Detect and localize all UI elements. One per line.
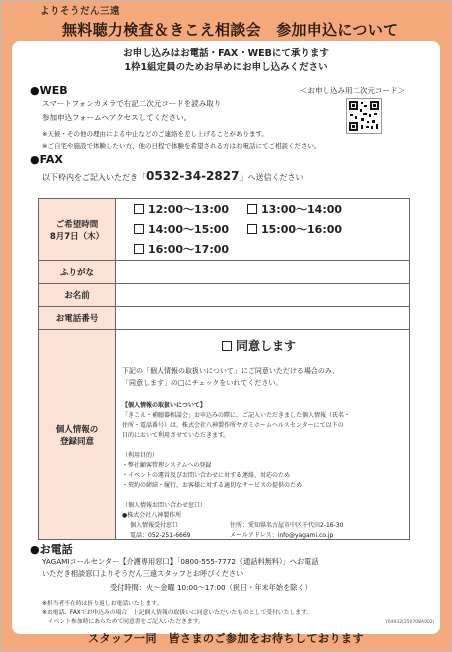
checkbox-icon[interactable] <box>222 341 232 351</box>
contact-company: ●株式会社八神製作所 <box>122 512 182 519</box>
consent-label-1: 個人情報の <box>55 424 99 435</box>
contact-dept: 個人情報受付窓口 <box>130 522 179 529</box>
fax-lead-pre: 以下枠内をご記入いただき「 <box>42 173 146 182</box>
notice-line-1: お申し込みはお電話・FAX・WEBにて承ります <box>123 48 329 59</box>
phone-line-2: いただき相談窓口よりそうだん三遠スタッフとお呼びください <box>42 569 244 578</box>
web-note-1: ※天候・その他の理由による中止などのご連絡を差し上げることがあります。 <box>42 130 268 138</box>
header-subtitle: よりそうだん三遠 <box>40 6 121 17</box>
agree-desc-1: 下記の「個人情報の取扱いについて」にご同意いただける場合のみ、 <box>122 367 340 375</box>
phone-hours: 受付時間：火～金曜 10:00～17:00（祝日・年末年始を除く） <box>110 583 312 592</box>
slot-14[interactable] <box>134 221 229 237</box>
checkbox-icon[interactable] <box>134 204 144 214</box>
agree-label: 同意します <box>236 339 297 353</box>
date-label: 8月7日（木） <box>49 231 105 242</box>
privacy-line-3: 目的において利用させていただきます。 <box>122 432 230 439</box>
fax-number: 0532-34-2827 <box>146 169 240 183</box>
purpose-line-3: ・契約の締結・履行、お客様に対する適切なサービスの提供のため <box>122 482 303 489</box>
slot-label: 12:00～13:00 <box>148 203 230 216</box>
notice-line-2: 1枠1組定員のためお早めにお申し込みください <box>124 62 328 73</box>
agree-checkbox[interactable] <box>222 337 296 354</box>
fax-lead-post: 」へ送信ください <box>239 173 304 182</box>
note-2: ※お電話、FAXでお申込みの場合 上記個人情報の取扱いに同意いただいたものとして受付いたします。 <box>42 610 313 616</box>
contact-mail: メールアドレス：info@yagami.co.jp <box>230 532 334 539</box>
purpose-line-1: ・弊社顧客管理システムへの登録 <box>122 462 212 469</box>
header <box>0 0 452 42</box>
footer-message: スタッフ一同 皆さまのご参加をお待ちしております <box>88 632 364 645</box>
fax-instruction <box>42 169 303 183</box>
name-field[interactable] <box>116 284 410 307</box>
web-instruction-1: スマートフォンカメラで右記二次元コードを読み取り <box>42 99 222 108</box>
slot-label: 13:00～14:00 <box>261 203 343 216</box>
web-note-2: ※ご自宅や施設で体験したい方、他の日程で体験を希望される方はお電話にてご相談ください。 <box>42 142 321 150</box>
slot-13[interactable] <box>247 201 342 217</box>
privacy-title: 【個人情報の取扱いについて】 <box>122 402 206 409</box>
agree-desc-2: 「同意します」の□にチェックをいれてください。 <box>122 379 283 387</box>
name-label: お名前 <box>39 284 116 307</box>
checkbox-icon[interactable] <box>247 224 257 234</box>
slot-label: 14:00～15:00 <box>148 223 230 236</box>
checkbox-icon[interactable] <box>134 244 144 254</box>
contact-tel: 電話：052-251-6669 <box>130 532 191 539</box>
phone-line-1: YAGAMIコールセンター【介護専用窓口】「0800-555-7772（通話料無料）」へお電話 <box>42 557 319 566</box>
phone-field[interactable] <box>116 307 410 330</box>
note-3: イベント参加時にあらためて同意書をご記入いただきます。 <box>42 619 204 625</box>
slot-16[interactable] <box>134 241 229 257</box>
note-1: ※担当者不在時は折り返しお電話いたします。 <box>42 601 163 607</box>
consent-label-cell <box>39 330 116 540</box>
web-heading: ●WEB <box>30 84 68 97</box>
qr-label: ＜お申し込み用二次元コード＞ <box>300 86 405 95</box>
qr-code-icon[interactable] <box>346 98 382 134</box>
slot-15[interactable] <box>247 221 342 237</box>
phone-heading: ●お電話 <box>30 543 73 556</box>
web-instruction-2: 参加申込フォームへアクセスしてください。 <box>42 113 192 122</box>
checkbox-icon[interactable] <box>134 224 144 234</box>
checkbox-icon[interactable] <box>247 204 257 214</box>
purpose-line-2: ・イベントの運営及びお問い合わせに対する連絡、対応のため <box>122 472 291 479</box>
fax-heading: ●FAX <box>30 153 63 166</box>
purpose-title: （利用目的） <box>122 452 159 459</box>
slot-label: 16:00～17:00 <box>148 243 230 256</box>
furigana-label: ふりがな <box>39 261 116 284</box>
doc-code: Y04932(250708A002) <box>385 620 435 625</box>
slot-12[interactable] <box>134 201 229 217</box>
consent-label-2: 登録同意 <box>59 436 94 447</box>
slot-label: 15:00～16:00 <box>261 223 343 236</box>
privacy-line-1: 「きこえ・補聴器相談会」お申込みの際に、ご記入いただきました個人情報（氏名・ <box>122 412 351 419</box>
page-title: 無料聴力検査＆きこえ相談会 参加申込について <box>62 21 399 39</box>
time-label: ご希望時間 <box>55 219 99 230</box>
privacy-line-2: 住所・電話番号）は、株式会社八神製作所ヤガミホームヘルスセンターにて以下の <box>122 422 344 429</box>
furigana-field[interactable] <box>116 261 410 284</box>
time-label-cell <box>39 199 116 261</box>
phone-label: お電話番号 <box>39 307 116 330</box>
contact-title: （個人情報お問い合わせ窓口） <box>122 502 207 509</box>
contact-address: 住所：愛知県名古屋市中区千代田2-16-30 <box>230 522 344 529</box>
